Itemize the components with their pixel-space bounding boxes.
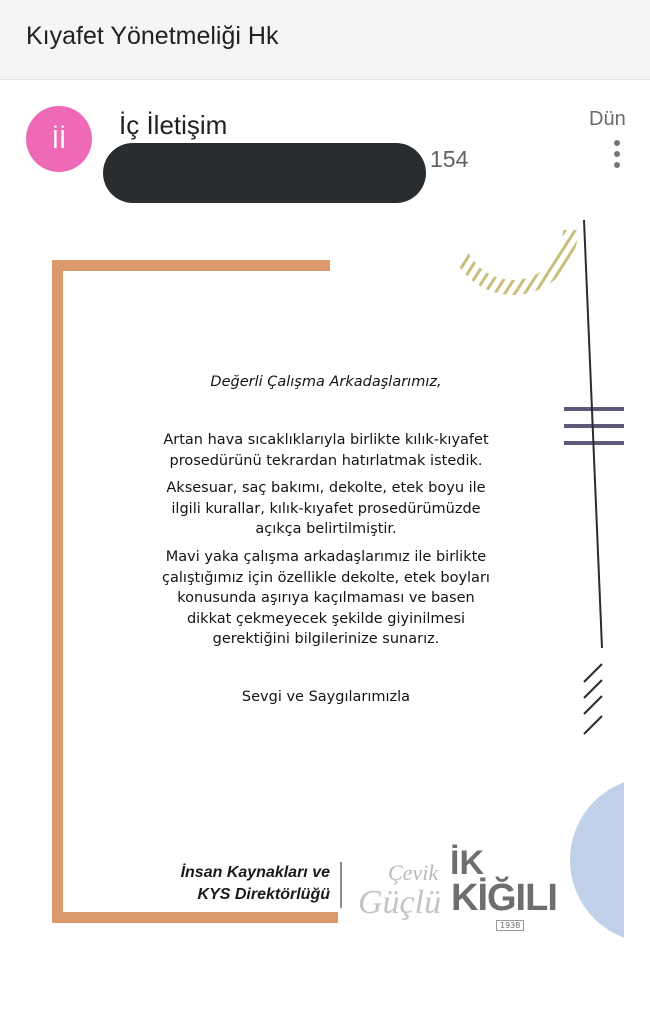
- redacted-recipient-bar: [103, 143, 426, 203]
- striped-arc-decoration: [428, 220, 624, 320]
- sender-avatar[interactable]: İİ: [26, 106, 92, 172]
- more-options-icon[interactable]: [606, 138, 628, 170]
- letter-paragraph-2: Aksesuar, saç bakımı, dekolte, etek boyu ile ilgili kurallar, kılık-kıyafet prosedürümüzde açıkça belirtilmiştir.: [166, 480, 486, 537]
- recipient-suffix: 154: [430, 146, 469, 172]
- app-header: [0, 0, 650, 80]
- ik-logo-text: İK: [450, 844, 484, 882]
- signature-line-1: İnsan Kaynakları ve: [180, 864, 330, 881]
- announcement-flyer-image: [28, 220, 624, 970]
- letter-paragraph-3: Mavi yaka çalışma arkadaşlarımız ile birlikte çalıştığımız için özellikle dekolte, etek boyları konusunda aşırıya kaçılmaması ve basen dikkat çekmeyecek şekilde giyinilmesi gerektiğini bilgilerinize sunarız.: [162, 549, 490, 647]
- signature-department: [148, 862, 330, 906]
- slogan-word-1: Çevik: [388, 860, 439, 885]
- message-date: Dün: [589, 108, 626, 130]
- brand-logo-text: KİĞILI: [451, 877, 557, 919]
- sender-name[interactable]: İç İletişim: [119, 110, 228, 140]
- slogan-word-2: Güçlü: [358, 884, 442, 921]
- message-subject-title: Kıyafet Yönetmeliği Hk: [26, 22, 279, 50]
- diagonal-dashes-decoration: [584, 220, 602, 734]
- signature-line-2: KYS Direktörlüğü: [197, 886, 330, 903]
- blue-circle-decoration: [570, 777, 624, 943]
- brand-logo-year: 1938: [496, 920, 524, 931]
- letter-paragraph-1: Artan hava sıcaklıklarıyla birlikte kılık-kıyafet prosedürünü tekrardan hatırlatmak istedik.: [163, 432, 489, 469]
- signature-divider: [340, 862, 342, 908]
- letter-closing: Sevgi ve Saygılarımızla: [241, 689, 411, 705]
- letter-salutation: Değerli Çalışma Arkadaşlarımız,: [210, 374, 442, 390]
